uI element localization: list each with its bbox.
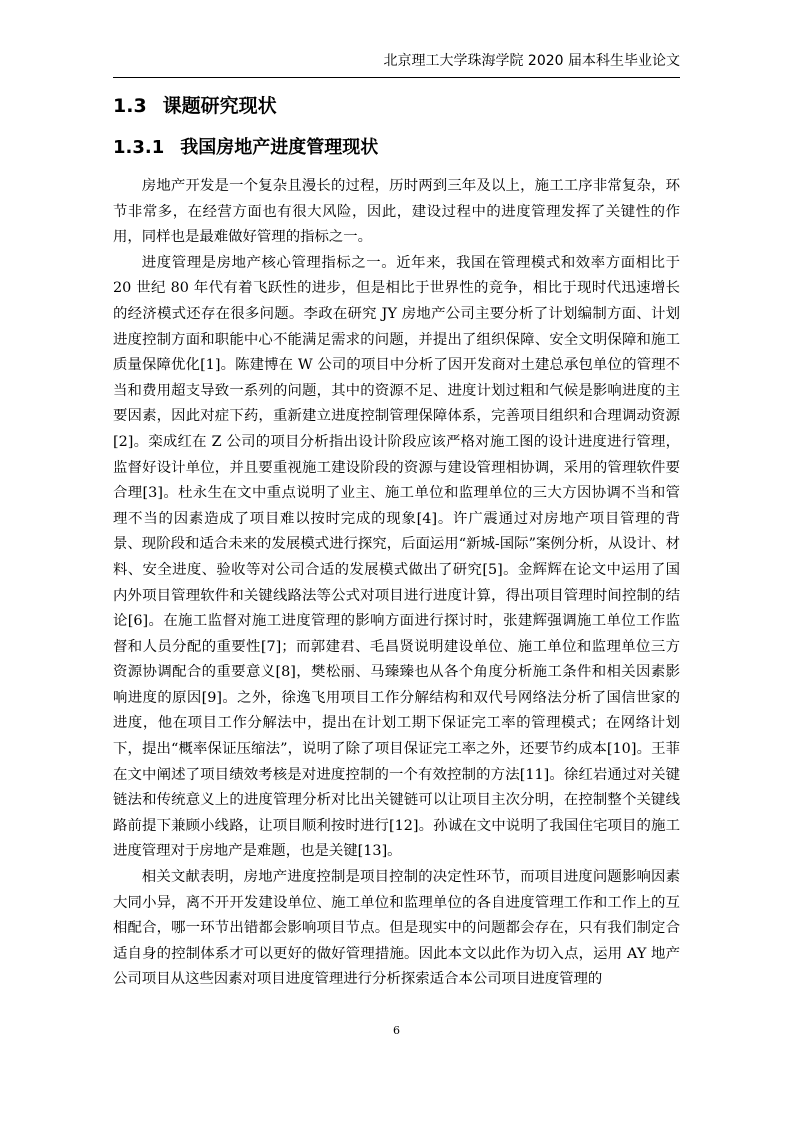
section-heading	[113, 94, 680, 118]
body-text	[113, 174, 680, 993]
paragraph-1: 房地产开发是一个复杂且漫长的过程，历时两到三年及以上，施工工序非常复杂，环节非常多，在经营方面也有很大风险，因此，建设过程中的进度管理发挥了关键性的作用，同样也是最难做好管理的指标之一。	[113, 178, 680, 246]
paragraph-2: 进度管理是房地产核心管理指标之一。近年来，我国在管理模式和效率方面相比于 20 世纪 80 年代有着飞跃性的进步，但是相比于世界性的竞争，相比于现时代迅速增长的经济模式还存在很多问题。李政在研究 JY 房地产公司主要分析了计划编制方面、计划进度控制方面和职能中心不能满足需求的问题，并提出了组织保障、安全文明保障和施工质量保障优化[1]。陈建博在 W 公司的项目中分析了因开发商对土建总承包单位的管理不当和费用超支导致一系列的问题，其中的资源不足、进度计划过粗和气候是影响进度的主要因素，因此对症下药，重新建立进度控制管理保障体系，完善项目组织和合理调动资源[2]。栾成红在 Z 公司的项目分析指出设计阶段应该严格对施工图的设计进度进行管理，监督好设计单位，并且要重视施工建设阶段的资源与建设管理相协调，采用的管理软件要合理[3]。杜永生在文中重点说明了业主、施工单位和监理单位的三大方因协调不当和管理不当的因素造成了项目难以按时完成的现象[4]。许广震通过对房地产项目管理的背景、现阶段和适合未来的发展模式进行探究，后面运用“新城-国际”案例分析，从设计、材料、安全进度、验收等对公司合适的发展模式做出了研究[5]。金辉辉在论文中运用了国内外项目管理软件和关键线路法等公式对项目进行进度计算，得出项目管理时间控制的结论[6]。在施工监督对施工进度管理的影响方面进行探讨时，张建辉强调施工单位工作监督和人员分配的重要性[7]；而郭建君、毛昌贤说明建设单位、施工单位和监理单位三方资源协调配合的重要意义[8]，樊松丽、马臻臻也从各个角度分析施工条件和相关因素影响进度的原因[9]。之外，徐逸飞用项目工作分解结构和双代号网络法分析了国信世家的进度，他在项目工作分解法中，提出在计划工期下保证完工率的管理模式；在网络计划下，提出“概率保证压缩法”，说明了除了项目保证完工率之外，还要节约成本[10]。王菲在文中阐述了项目绩效考核是对进度控制的一个有效控制的方法[11]。徐红岩通过对关键链法和传统意义上的进度管理分析对比出关键链可以让项目主次分明，在控制整个关键线路前提下兼顾小线路，让项目顺利按时进行[12]。孙诚在文中说明了我国住宅项目的施工进度管理对于房地产是难题，也是关键[13]。	[113, 254, 680, 860]
subsection-heading	[113, 136, 680, 160]
page-number: 6	[393, 1024, 400, 1037]
subsection-number: 1.3.1	[113, 137, 165, 158]
header-title: 北京理工大学珠海学院 2020 届本科生毕业论文	[383, 53, 680, 69]
section-number: 1.3	[113, 95, 147, 117]
subsection-title: 我国房地产进度管理现状	[180, 137, 379, 158]
running-header	[113, 51, 680, 78]
section-title: 课题研究现状	[162, 95, 277, 117]
paragraph-3: 相关文献表明，房地产进度控制是项目控制的决定性环节，而项目进度问题影响因素大同小异，离不开开发建设单位、施工单位和监理单位的各自进度管理工作和工作上的互相配合，哪一环节出错都会影响项目节点。但是现实中的问题都会存在，只有我们制定合适自身的控制体系才可以更好的做好管理措施。因此本文以此作为切入点，运用 AY 地产公司项目从这些因素对项目进度管理进行分析探索适合本公司项目进度管理的	[113, 869, 680, 988]
